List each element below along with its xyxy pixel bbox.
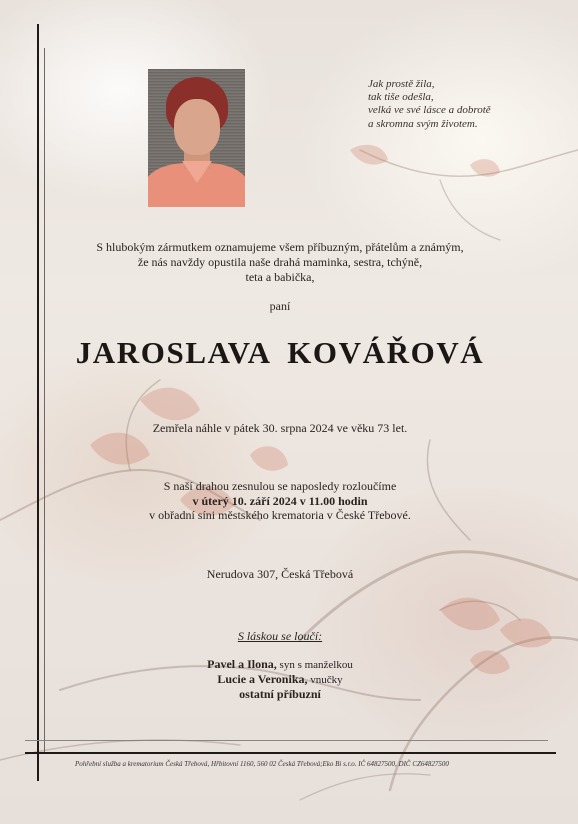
- mourner-line: [60, 672, 500, 687]
- frame-line-horizontal: [25, 752, 556, 754]
- farewell-date: v úterý 10. září 2024 v 11.00 hodin: [192, 493, 368, 508]
- mourner-names: Pavel a Ilona,: [207, 657, 277, 671]
- poem-line: velká ve své lásce a dobrotě: [368, 104, 491, 117]
- funeral-service-footer: Pohřební služba a krematorium Česká Třebová, Hřbitovní 1160, 560 02 Česká Třebová;Eko Bi s.r.o. IČ 64827500, DIČ CZ64827500: [75, 760, 449, 768]
- mourner-line: [60, 657, 500, 672]
- frame-line-horizontal-thin: [25, 740, 548, 741]
- mourner-line: [60, 687, 500, 702]
- mourner-relation: syn s manželkou: [276, 659, 353, 671]
- death-notice: Zemřela náhle v pátek 30. srpna 2024 ve věku 73 let.: [152, 421, 408, 435]
- with-love-heading: S láskou se loučí:: [237, 629, 323, 643]
- poem: [368, 78, 548, 131]
- poem-line: a skromna svým životem.: [368, 117, 478, 130]
- poem-line: Jak prostě žila,: [368, 78, 435, 90]
- address: Nerudova 307, Česká Třebová: [206, 567, 354, 581]
- intro-line: S hlubokým zármutkem oznamujeme všem příbuzným, přátelům a známým,: [96, 240, 464, 254]
- frame-line-vertical: [37, 24, 39, 781]
- frame-line-vertical-thin: [44, 48, 45, 752]
- mourner-relation: vnučky: [307, 674, 343, 687]
- title-word: paní: [269, 299, 291, 313]
- deceased-name: JAROSLAVA KOVÁŘOVÁ: [75, 335, 485, 370]
- farewell-place: v obřadní síni městského krematoria v České Třebové.: [149, 508, 411, 523]
- poem-line: tak tiše odešla,: [368, 91, 434, 104]
- farewell-info: [60, 479, 500, 523]
- mourners-list: [60, 657, 500, 703]
- portrait-photo: [148, 69, 245, 207]
- mourner-names: Lucie a Veronika,: [217, 672, 308, 687]
- farewell-line: S naší drahou zesnulou se naposledy rozloučíme: [163, 479, 397, 493]
- intro-line: teta a babička,: [245, 269, 315, 284]
- mourner-names: ostatní příbuzní: [239, 687, 321, 702]
- intro-line: že nás navždy opustila naše drahá maminka, sestra, tchýně,: [137, 254, 423, 269]
- announcement-intro: [60, 240, 500, 284]
